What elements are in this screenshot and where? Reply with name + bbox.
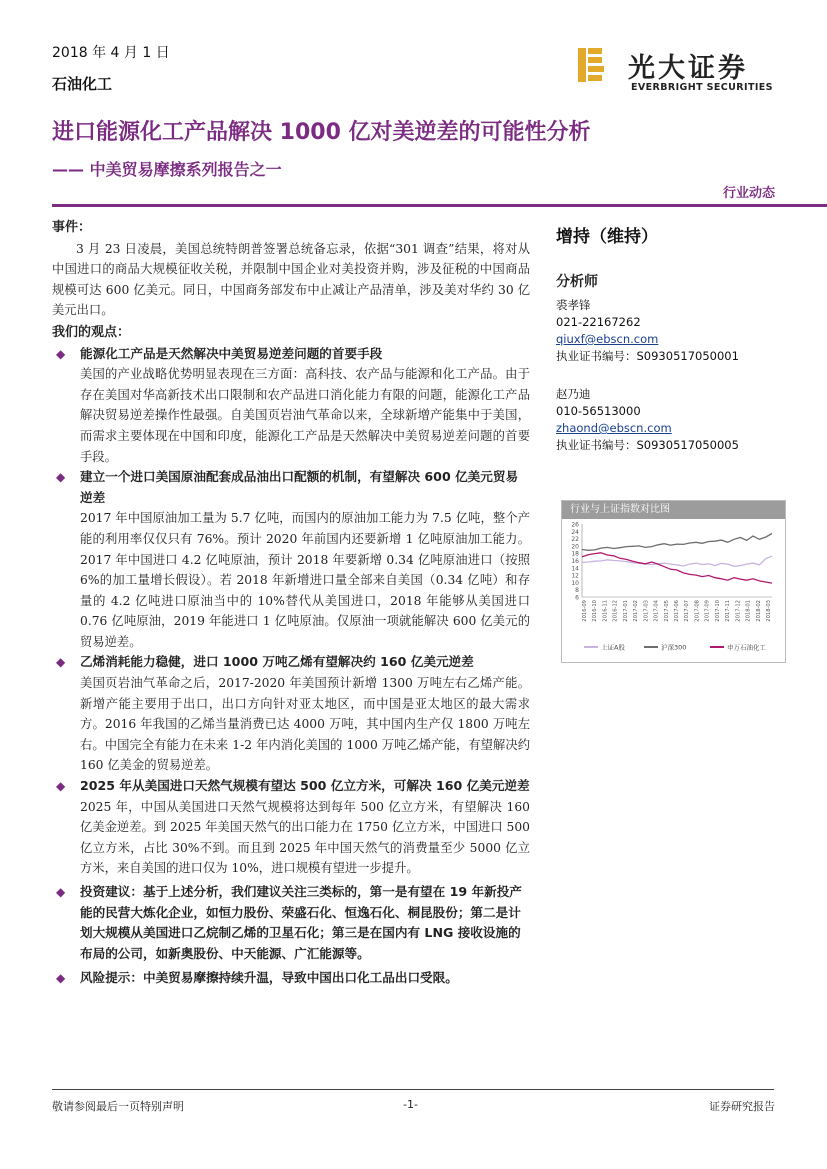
diamond-bullet-icon: ◆ <box>56 346 66 361</box>
y-tick-label: 10 <box>571 579 579 587</box>
x-tick-label: 2017-09 <box>704 600 711 622</box>
rating-label: 增持（维持） <box>556 227 658 247</box>
diamond-bullet-icon: ◆ <box>56 885 66 899</box>
analyst-phone: 021-22167262 <box>556 315 641 329</box>
x-tick-label: 2017-08 <box>694 600 701 622</box>
logo-chinese-name: 光大证券 <box>628 53 748 84</box>
point-4-title-text: 2025 年从美国进口天然气规模有望达 500 亿立方米，可解决 160 亿美元逆差 <box>80 778 530 794</box>
report-title: 进口能源化工产品解决 1000 亿对美逆差的可能性分析 <box>52 120 591 145</box>
diamond-bullet-icon: ◆ <box>56 470 66 485</box>
x-tick-label: 2017-07 <box>684 600 691 622</box>
analyst-name: 裘孝锋 <box>556 298 591 312</box>
point-4-body: 2025 年，中国从美国进口天然气规模将达到每年 500 亿立方米，有望解决 160 亿美金逆差。到 2025 年美国天然气的出口能力在 1750 亿立方米，中国进口 500 亿立方米，占比 30%不到。而且到 2025 年中国天然气的消费量至少 5000 亿立方米，来自美国的进口仅为 10%，进口规模有望进一步提升。 <box>80 799 530 876</box>
main-content <box>52 218 530 989</box>
x-tick-label: 2017-10 <box>714 600 721 622</box>
point-3-title-text: 乙烯消耗能力稳健，进口 1000 万吨乙烯有望解决约 160 亿美元逆差 <box>80 654 474 670</box>
series-line-2 <box>582 553 772 583</box>
y-tick-label: 6 <box>575 594 579 602</box>
series-line-1 <box>582 534 772 551</box>
report-subtitle: —— 中美贸易摩擦系列报告之一 <box>52 160 282 179</box>
header-divider <box>52 204 827 207</box>
x-tick-label: 2016-09 <box>582 600 588 622</box>
x-tick-label: 2018-03 <box>766 600 772 622</box>
views-heading: 我们的观点： <box>52 324 131 340</box>
y-tick-label: 20 <box>571 543 579 551</box>
risk-warning <box>52 968 530 989</box>
analyst-phone: 010-56513000 <box>556 404 641 418</box>
analyst-block-2 <box>556 386 786 454</box>
x-tick-label: 2017-05 <box>663 600 670 622</box>
point-2-title <box>52 467 530 508</box>
point-1-title-text: 能源化工产品是天然解决中美贸易逆差问题的首要手段 <box>80 345 383 361</box>
footer-disclaimer: 敬请参阅最后一页特别声明 <box>52 1100 184 1113</box>
analyst-block-1 <box>556 297 786 365</box>
x-tick-label: 2017-03 <box>643 600 650 622</box>
logo-english-name: EVERBRIGHT SECURITIES <box>631 82 773 93</box>
chart-title: 行业与上证指数对比图 <box>562 501 785 519</box>
y-tick-label: 18 <box>571 550 579 558</box>
y-tick-label: 16 <box>571 558 579 565</box>
invest-advice <box>52 882 530 964</box>
x-tick-label: 2016-12 <box>612 600 619 622</box>
x-tick-label: 2016-11 <box>602 600 609 622</box>
risk-label: 风险提示： <box>80 970 143 986</box>
footer-report-label: 证券研究报告 <box>709 1100 775 1113</box>
legend-label: 上证A股 <box>601 643 625 652</box>
y-tick-label: 14 <box>571 565 579 573</box>
x-tick-label: 2018-01 <box>745 600 752 622</box>
chart-plot <box>562 519 785 662</box>
point-2-title-text: 建立一个进口美国原油配套成品油出口配额的机制，有望解决 600 亿美元贸易逆差 <box>80 469 519 505</box>
logo-mark-icon <box>578 48 604 82</box>
footer-divider <box>52 1089 774 1090</box>
y-tick-label: 12 <box>571 572 579 580</box>
invest-text: 基于上述分析，我们建议关注三类标的，第一是有望在 19 年新投产能的民营大炼化企业，如恒力股份、荣盛石化、恒逸石化、桐昆股份；第二是计划大规模从美国进口乙烷制乙烯的卫星石化；第三是在国内有 LNG 接收设施的布局的公司，如新奥股份、中天能源、广汇能源等。 <box>80 884 522 961</box>
series-line-0 <box>582 556 772 566</box>
industry-vs-index-chart <box>561 500 786 663</box>
x-tick-label: 2017-01 <box>622 600 629 622</box>
point-3-body: 美国页岩油气革命之后，2017-2020 年美国预计新增 1300 万吨左右乙烯产能。新增产能主要用于出口，出口方向针对亚太地区，而中国是亚太地区的最大需求方。2016 年我国的乙烯当量消费已达 4000 万吨，其中国内生产仅 1800 万吨左右。中国完全有能力在未来 1-2 年内消化美国的 1000 万吨乙烯产能，有望解决约 160 亿美金的贸易逆差。 <box>80 676 530 773</box>
legend-label: 申万石油化工 <box>727 643 766 652</box>
x-tick-label: 2017-12 <box>735 600 742 622</box>
sidebar <box>556 222 786 454</box>
x-tick-label: 2017-02 <box>633 600 640 622</box>
point-1-title <box>52 344 530 365</box>
sector-label: 石油化工 <box>52 75 113 93</box>
y-tick-label: 8 <box>575 587 579 595</box>
analyst-heading: 分析师 <box>556 274 598 290</box>
x-tick-label: 2017-06 <box>674 600 680 622</box>
analyst-name: 赵乃迪 <box>556 387 591 401</box>
risk-text: 中美贸易摩擦持续升温，导致中国出口化工品出口受限。 <box>142 970 458 986</box>
page-number: -1- <box>403 1098 418 1111</box>
event-text: 3 月 23 日凌晨，美国总统特朗普签署总统备忘录，依据“301 调查”结果，将对从中国进口的商品大规模征收关税，并限制中国企业对美投资并购，涉及征税的中国商品规模可达 600 亿美元。同日，中国商务部发布中止减让产品清单，涉及美对华约 30 亿美元出口。 <box>52 241 530 318</box>
analyst-email-link[interactable]: qiuxf@ebscn.com <box>556 332 659 346</box>
analyst-email-link[interactable]: zhaond@ebscn.com <box>556 421 672 435</box>
diamond-bullet-icon: ◆ <box>56 779 66 794</box>
point-1-body: 美国的产业战略优势明显表现在三方面：高科技、农产品与能源和化工产品。由于存在美国对华高新技术出口限制和农产品进口消化能力有限的问题，能源化工产品解决贸易逆差操作性最强。自美国页岩油气革命以来，全球新增产能集中于美国，而需求主要体现在中国和印度，能源化工产品是天然解决中美贸易逆差问题的首要手段。 <box>80 367 530 464</box>
event-heading: 事件： <box>52 220 92 235</box>
analyst-cert: 执业证书编号：S0930517050005 <box>556 438 739 452</box>
report-type: 行业动态 <box>722 186 775 201</box>
point-4-title <box>52 776 530 797</box>
analyst-cert: 执业证书编号：S0930517050001 <box>556 349 739 363</box>
x-tick-label: 2018-02 <box>755 600 762 622</box>
point-3-title <box>52 652 530 673</box>
diamond-bullet-icon: ◆ <box>56 971 66 986</box>
x-tick-label: 2017-04 <box>653 600 660 622</box>
y-tick-label: 22 <box>571 536 579 544</box>
point-2-body: 2017 年中国原油加工量为 5.7 亿吨，而国内的原油加工能力为 7.5 亿吨，整个产能的利用率仅仅只有 76%。预计 2020 年前国内还要新增 1 亿吨原油加工能力。2017 年中国进口 4.2 亿吨原油，预计 2018 年要新增 0.34 亿吨原油进口（按照 6%的加工量增长假设）。若 2018 年新增进口量全部来自美国（0.34 亿吨）和存量的 4.2 亿吨进口原油当中的 10%替代从美国进口，2018 年能够从美国进口 0.76 亿吨原油，2019 年能进口 1 亿吨原油。仅原油一项就能解决 600 亿美元的贸易逆差。 <box>80 511 530 649</box>
diamond-bullet-icon: ◆ <box>56 655 66 670</box>
report-date: 2018 年 4 月 1 日 <box>52 45 170 61</box>
x-tick-label: 2017-11 <box>725 600 732 622</box>
legend-label: 沪深300 <box>661 643 687 652</box>
y-tick-label: 26 <box>571 521 579 529</box>
invest-label: 投资建议： <box>80 884 143 899</box>
y-tick-label: 24 <box>571 528 579 536</box>
x-tick-label: 2016-10 <box>592 600 599 622</box>
